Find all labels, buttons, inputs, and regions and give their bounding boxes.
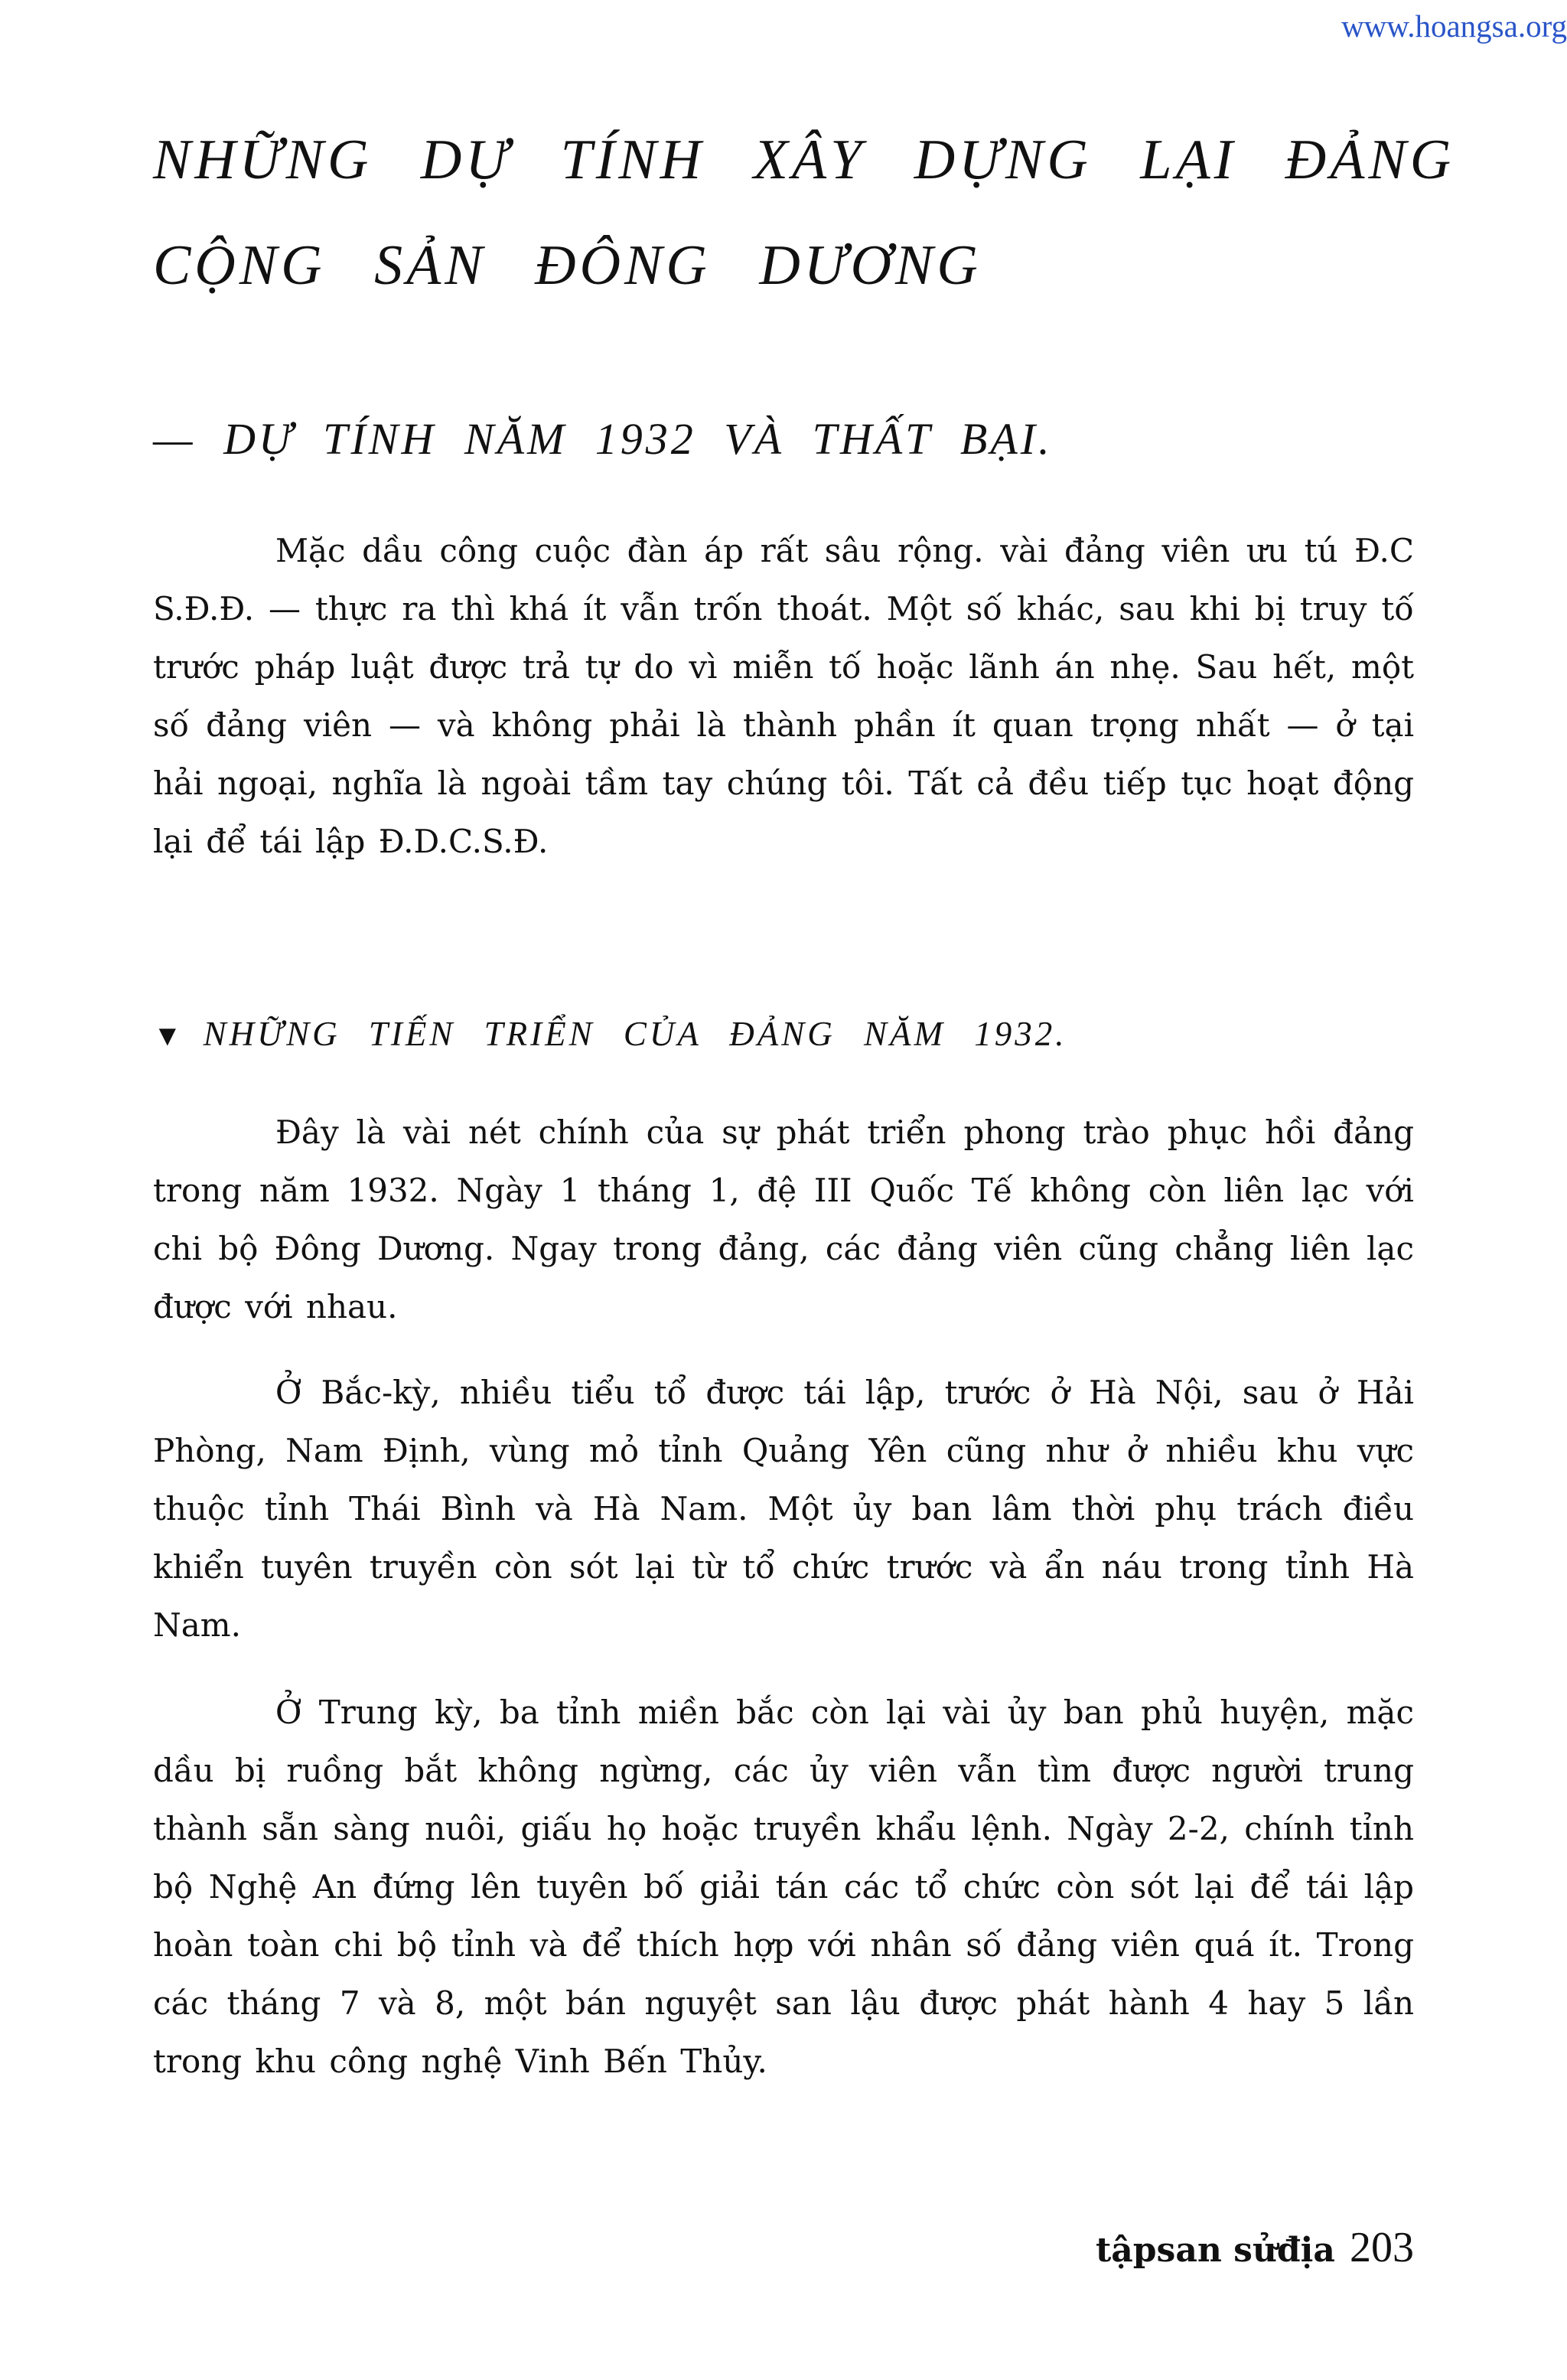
subsection-heading-text: NHỮNG TIẾN TRIỂN CỦA ĐẢNG NĂM 1932. — [203, 1015, 1067, 1053]
subsection-heading — [153, 1014, 1067, 1054]
chapter-title — [153, 107, 1455, 318]
paragraph-1: Mặc dầu công cuộc đàn áp rất sâu rộng. vài đảng viên ưu tú Đ.C S.Đ.Đ. — thực ra thì khá ít vẫn trốn thoát. Một số khác, sau khi bị truy tố trước pháp luật được trả tự do vì miễn tố hoặc lãnh án nhẹ. Sau hết, một số đảng viên — và không phải là thành phần ít quan trọng nhất — ở tại hải ngoại, nghĩa là ngoài tầm tay chúng tôi. Tất cả đều tiếp tục hoạt động lại để tái lập Đ.D.C.S.Đ. — [153, 532, 1414, 860]
page-number: 203 — [1350, 2224, 1414, 2271]
paragraph-4: Ở Trung kỳ, ba tỉnh miền bắc còn lại vài ủy ban phủ huyện, mặc dầu bị ruồng bắt không ngừng, các ủy viên vẫn tìm được người trung thành sẵn sàng nuôi, giấu họ hoặc truyền khẩu lệnh. Ngày 2-2, chính tỉnh bộ Nghệ An đứng lên tuyên bố giải tán các tổ chức còn sót lại để tái lập hoàn toàn chi bộ tỉnh và để thích hợp với nhân số đảng viên quá ít. Trong các tháng 7 và 8, một bán nguyệt san lậu được phát hành 4 hay 5 lần trong khu công nghệ Vinh Bến Thủy. — [153, 1694, 1414, 2080]
watermark-url: www.hoangsa.org — [1341, 8, 1567, 44]
chapter-title-line-1: NHỮNG DỰ TÍNH XÂY DỰNG LẠI ĐẢNG — [153, 129, 1455, 191]
chapter-title-line-2: CỘNG SẢN ĐÔNG DƯƠNG — [153, 234, 982, 297]
journal-name: tậpsan sửđịa — [1095, 2231, 1335, 2270]
triangle-bullet-icon: ▼ — [153, 1020, 185, 1052]
section-heading: — DỰ TÍNH NĂM 1932 VÀ THẤT BẠI. — [153, 414, 1053, 464]
paragraph-3: Ở Bắc-kỳ, nhiều tiểu tổ được tái lập, trước ở Hà Nội, sau ở Hải Phòng, Nam Định, vùng mỏ tỉnh Quảng Yên cũng như ở nhiều khu vực thuộc tỉnh Thái Bình và Hà Nam. Một ủy ban lâm thời phụ trách điều khiển tuyên truyền còn sót lại từ tổ chức trước và ẩn náu trong tỉnh Hà Nam. — [153, 1374, 1414, 1644]
paragraph-2: Đây là vài nét chính của sự phát triển phong trào phục hồi đảng trong năm 1932. Ngày 1 tháng 1, đệ III Quốc Tế không còn liên lạc với chi bộ Đông Dương. Ngay trong đảng, các đảng viên cũng chẳng liên lạc được với nhau. — [153, 1113, 1414, 1325]
page-footer — [1096, 2223, 1414, 2272]
